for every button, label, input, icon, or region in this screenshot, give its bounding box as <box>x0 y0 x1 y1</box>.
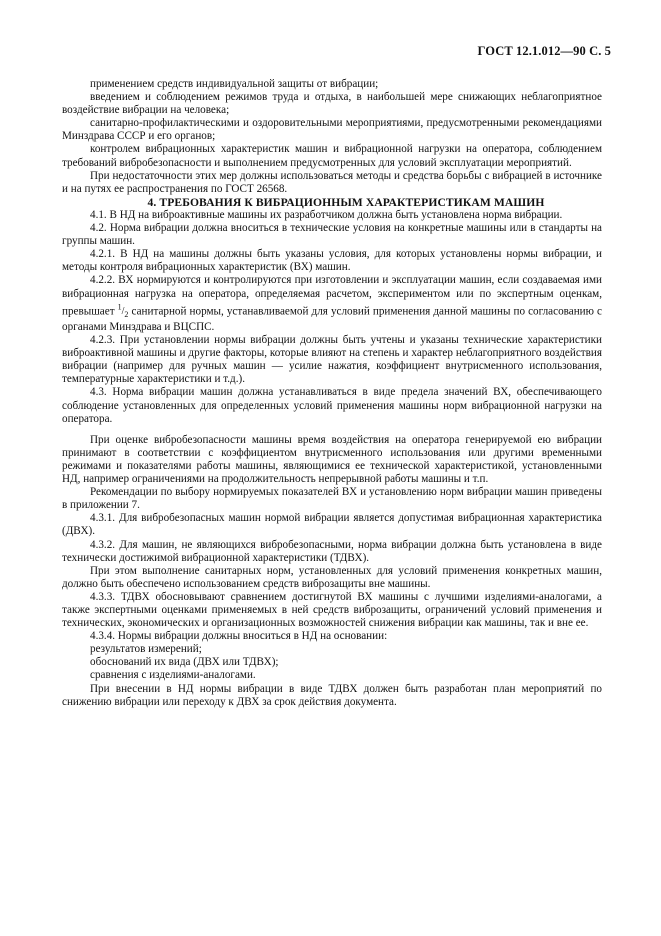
clause-4-1: 4.1. В НД на виброактивные машины их разработчиком должна быть установлена норма вибрации. <box>90 208 563 221</box>
clause-4-3-2: 4.3.2. Для машин, не являющихся вибробезопасными, норма вибрации должна быть установлена в виде технически достижимой вибрационной характеристики (ТДВХ). <box>62 538 602 564</box>
intro-conclusion: При недостаточности этих мер должны использоваться методы и средства борьбы с вибрацией в источнике и на путях ее распространения по ГОСТ 26568. <box>62 169 602 195</box>
running-header: ГОСТ 12.1.012—90 С. 5 <box>477 44 611 58</box>
clause-4-3-3: 4.3.3. ТДВХ обосновывают сравнением достигнутой ВХ машины с лучшими изделиями-аналогами, а также экспертными оценками применяемых в ней средств виброзащиты, ограничений условий применения и технических, экономических и организационных возможностей снижения вибрации как машины, так и вне ее. <box>62 590 602 630</box>
sanitary-paragraph: При этом выполнение санитарных норм, установленных для условий применения конкретных машин, должно быть обеспечено использованием средств виброзащиты вне машины. <box>62 564 602 590</box>
clause-4-2-1: 4.2.1. В НД на машины должны быть указаны условия, для которых установлены нормы вибрации, и методы контроля вибрационных характеристик (ВХ) машин. <box>62 248 602 274</box>
clause-4-3-4: 4.3.4. Нормы вибрации должны вноситься в НД на основании: <box>90 630 388 643</box>
clause-4-3: 4.3. Норма вибрации машин должна устанавливаться в виде предела значений ВХ, обеспечивающего соблюдение установленных для определенных условий применения машины норм вибрационной нагрузки на оператора. <box>62 386 602 425</box>
clause-4-2-3: 4.2.3. При установлении нормы вибрации должны быть учтены и указаны технические характеристики виброактивной машины и другие факторы, которые влияют на степень и характер неблагоприятного воздействия вибрации (например для ручных машин — усилие нажатия, коэффициент внутрисменного использования, температурные характеристики и т.д.). <box>62 334 602 386</box>
assessment-paragraph: При оценке вибробезопасности машины время воздействия на оператора генерируемой ею вибрации принимают в соответствии с коэффициентом внутрисменного использования или другими временными режимами и показателями работы машины, являющимися ее технической характеристикой, установленными НД, например ограничениями на продолжительность непрерывной работы машины и т.п. <box>62 433 602 486</box>
clause-4-2: 4.2. Норма вибрации должна вноситься в технические условия на конкретные машины или в стандарты на группы машин. <box>62 222 602 248</box>
document-body <box>62 78 602 709</box>
intro-item: санитарно-профилактическими и оздоровительными мероприятиями, предусмотренными рекомендациями Минздрава СССР и его органов; <box>62 117 602 143</box>
intro-item: контролем вибрационных характеристик машин и вибрационной нагрузки на оператора, соблюдением требований вибробезопасности и выполнением предусмотренных для условий эксплуатации мероприятий. <box>62 143 602 169</box>
basis-item: обоснований их вида (ДВХ или ТДВХ); <box>90 656 279 669</box>
section-title: 4. ТРЕБОВАНИЯ К ВИБРАЦИОННЫМ ХАРАКТЕРИСТИКАМ МАШИН <box>147 195 545 209</box>
intro-item: применением средств индивидуальной защиты от вибрации; <box>90 78 379 90</box>
plan-paragraph: При внесении в НД нормы вибрации в виде ТДВХ должен быть разработан план мероприятий по снижению вибрации или переходу к ДВХ за срок действия документа. <box>62 682 602 708</box>
basis-item: сравнения с изделиями-аналогами. <box>90 669 256 682</box>
basis-item: результатов измерений; <box>90 643 202 656</box>
fraction-one-half: $^1/_2$ <box>117 302 129 319</box>
clause-4-3-1: 4.3.1. Для вибробезопасных машин нормой вибрации является допустимая вибрационная характеристика (ДВХ). <box>62 512 602 538</box>
intro-item: введением и соблюдением режимов труда и отдыха, в наибольшей мере снижающих неблагоприятное воздействие вибрации на человека; <box>62 91 602 117</box>
clause-4-2-2: 4.2.2. ВХ нормируются и контролируются при изготовлении и эксплуатации машин, если создаваемая ими вибрационная нагрузка на оператора, определяемая расчетом, экспериментом или по экспертным оценкам, превышает $^1/_2$ санитарной нормы, устанавливаемой для условий применения данной машины по согласованию с органами Минздрава и ВЦСПС. <box>62 274 602 334</box>
recommendation-paragraph: Рекомендации по выбору нормируемых показателей ВХ и установлению норм вибрации машин приведены в приложении 7. <box>62 486 602 512</box>
